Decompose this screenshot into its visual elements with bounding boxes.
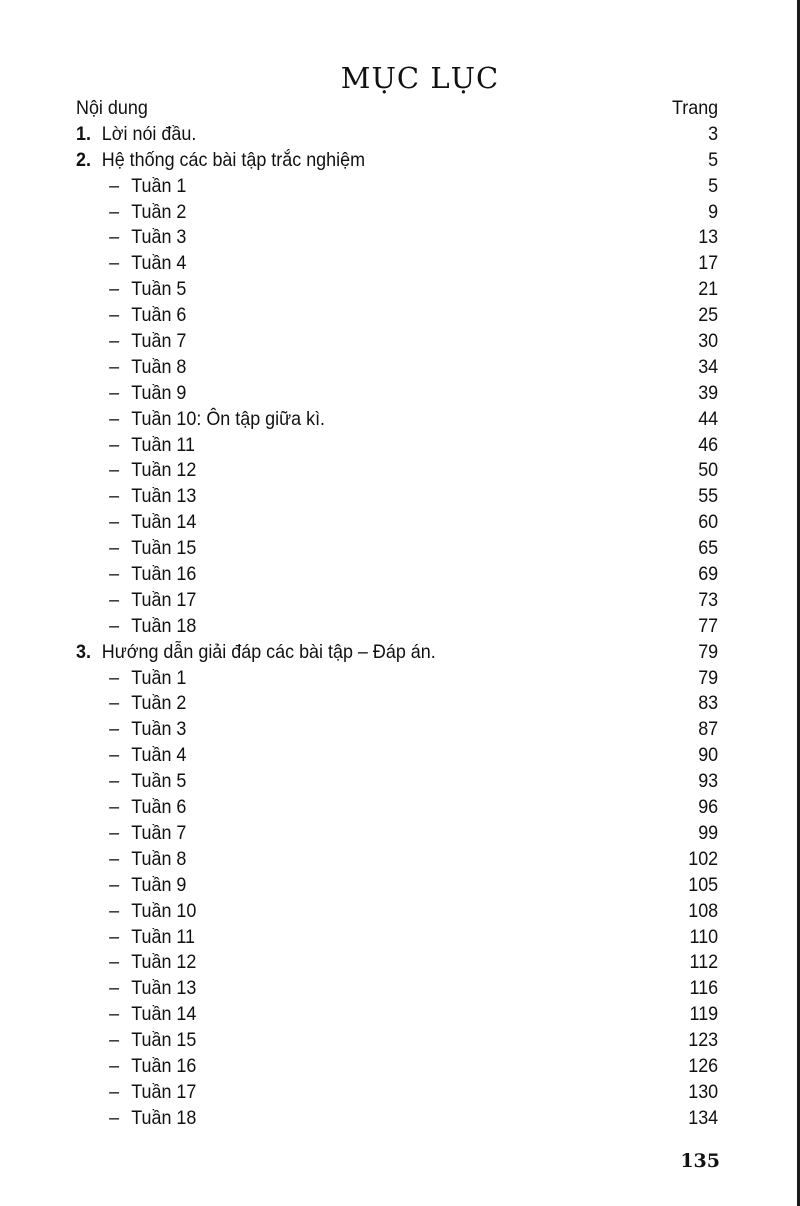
toc-entry-text: Tuần 9 (131, 381, 187, 404)
toc-entry-title (76, 899, 196, 925)
toc-entry-title (76, 458, 196, 484)
toc-entry-page: 73 (698, 588, 719, 611)
toc-entry-text: Tuần 1 (131, 174, 187, 197)
toc-sub-entry (76, 666, 718, 692)
toc-entry-page: 3 (708, 122, 719, 145)
toc-entry-text: Tuần 4 (131, 252, 187, 275)
toc-entry-text: Tuần 2 (131, 692, 187, 715)
toc-entry-dash: – (109, 1054, 120, 1077)
toc-entry-page: 30 (698, 330, 719, 353)
toc-entry-text: Tuần 17 (131, 1080, 197, 1103)
toc-section-entry (76, 148, 718, 174)
toc-entry-title (76, 666, 186, 692)
toc-entry-dash: – (109, 226, 120, 249)
toc-entry-title (76, 510, 196, 536)
toc-entry-text: Tuần 3 (131, 718, 187, 741)
toc-sub-entry (76, 795, 718, 821)
toc-sub-entry (76, 1080, 718, 1106)
toc-sub-entry (76, 847, 718, 873)
toc-entry-text: Tuần 12 (131, 459, 197, 482)
toc-entry-page: 99 (698, 821, 719, 844)
toc-sub-entry (76, 484, 718, 510)
toc-entry-page: 50 (698, 459, 719, 482)
toc-sub-entry (76, 614, 718, 640)
toc-sub-entry (76, 407, 718, 433)
toc-entry-text: Hướng dẫn giải đáp các bài tập – Đáp án. (101, 640, 436, 663)
toc-entry-title (76, 950, 196, 976)
toc-entry-text: Tuần 1 (131, 666, 187, 689)
toc-entry-page: 79 (698, 666, 719, 689)
toc-entry-page: 60 (698, 511, 719, 534)
toc-entry-dash: – (109, 407, 120, 430)
toc-entry-dash: – (109, 925, 120, 948)
toc-sub-entry (76, 976, 718, 1002)
toc-entry-page: 108 (688, 899, 719, 922)
toc-entry-page: 69 (698, 563, 719, 586)
toc-entry-text: Tuần 18 (131, 1106, 197, 1129)
toc-entry-text: Tuần 14 (131, 1003, 197, 1026)
toc-entry-title (76, 717, 186, 743)
toc-entry-page: 34 (698, 355, 719, 378)
toc-entry-text: Tuần 13 (131, 485, 197, 508)
toc-entry-number: 1. (76, 122, 91, 145)
toc-sub-entry (76, 743, 718, 769)
toc-entry-text: Tuần 8 (131, 355, 187, 378)
toc-entry-title (76, 122, 196, 148)
toc-entry-text: Tuần 3 (131, 226, 187, 249)
toc-entry-page: 123 (688, 1029, 719, 1052)
toc-entry-text: Tuần 6 (131, 796, 187, 819)
toc-entry-dash: – (109, 511, 120, 534)
toc-entry-title (76, 355, 186, 381)
toc-entry-dash: – (109, 821, 120, 844)
toc-entry-number: 3. (76, 640, 91, 663)
toc-entry-number: 2. (76, 148, 91, 171)
page-number: 135 (680, 1150, 720, 1172)
toc-entry-text: Tuần 14 (131, 511, 197, 534)
toc-sub-entry (76, 251, 718, 277)
toc-sub-entry (76, 510, 718, 536)
toc-entry-dash: – (109, 873, 120, 896)
toc-sub-entry (76, 225, 718, 251)
toc-sub-entry (76, 691, 718, 717)
toc-entry-page: 96 (698, 796, 719, 819)
toc-entry-page: 93 (698, 770, 719, 793)
toc-sub-entry (76, 433, 718, 459)
toc-entry-title (76, 433, 195, 459)
toc-entry-page: 25 (698, 304, 719, 327)
toc-entry-page: 44 (698, 407, 719, 430)
toc-entry-dash: – (109, 718, 120, 741)
toc-section-entry (76, 122, 718, 148)
toc-sub-entry (76, 329, 718, 355)
toc-entry-title (76, 769, 186, 795)
toc-entry-page: 126 (688, 1054, 719, 1077)
toc-entry-text: Tuần 10 (131, 899, 197, 922)
toc-entry-title (76, 1028, 196, 1054)
toc-section-entry (76, 640, 718, 666)
toc-entry-page: 13 (698, 226, 719, 249)
toc-entry-page: 9 (708, 200, 719, 223)
toc-entry-page: 83 (698, 692, 719, 715)
toc-entry-text: Tuần 7 (131, 821, 187, 844)
toc-sub-entry (76, 1028, 718, 1054)
toc-sub-entry (76, 925, 718, 951)
toc-entry-page: 77 (698, 614, 719, 637)
toc-sub-entry (76, 717, 718, 743)
toc-entry-dash: – (109, 252, 120, 275)
toc-entry-page: 46 (698, 433, 719, 456)
toc-sub-entry (76, 950, 718, 976)
toc-entry-page: 105 (688, 873, 719, 896)
toc-entry-title (76, 743, 186, 769)
toc-entry-page: 79 (698, 640, 719, 663)
toc-entry-text: Tuần 16 (131, 563, 197, 586)
toc-entry-page: 116 (689, 977, 719, 1000)
toc-sub-entry (76, 381, 718, 407)
toc-entry-title (76, 407, 325, 433)
toc-entry-dash: – (109, 355, 120, 378)
toc-entry-dash: – (109, 1106, 120, 1129)
toc-entry-text: Tuần 15 (131, 537, 197, 560)
toc-sub-entry (76, 821, 718, 847)
toc-entry-text: Tuần 12 (131, 951, 197, 974)
toc-entry-page: 112 (689, 951, 719, 974)
toc-entry-dash: – (109, 692, 120, 715)
toc-sub-entry (76, 536, 718, 562)
toc-sub-entry (76, 458, 718, 484)
toc-entry-title (76, 691, 186, 717)
toc-entry-dash: – (109, 666, 120, 689)
toc-entry-title (76, 1106, 196, 1132)
toc-entry-title (76, 614, 196, 640)
toc-entry-text: Tuần 15 (131, 1029, 197, 1052)
toc-entry-dash: – (109, 951, 120, 974)
toc-entry-page: 87 (698, 718, 719, 741)
toc-entry-dash: – (109, 588, 120, 611)
toc-entry-dash: – (109, 330, 120, 353)
toc-entry-text: Tuần 4 (131, 744, 187, 767)
toc-entry-page: 102 (688, 847, 719, 870)
toc-entry-page: 110 (689, 925, 719, 948)
toc-entry-title (76, 588, 196, 614)
toc-entry-dash: – (109, 433, 120, 456)
toc-sub-entry (76, 588, 718, 614)
toc-entry-text: Tuần 11 (131, 925, 196, 948)
toc-entry-dash: – (109, 459, 120, 482)
toc-entry-title (76, 925, 195, 951)
toc-entry-title (76, 562, 196, 588)
toc-entry-dash: – (109, 200, 120, 223)
toc-entry-title (76, 1080, 196, 1106)
toc-entry-title (76, 148, 365, 174)
toc-entry-title (76, 1002, 196, 1028)
content-column-label: Nội dung (76, 97, 148, 119)
toc-entry-dash: – (109, 744, 120, 767)
toc-entry-title (76, 847, 186, 873)
toc-entry-dash: – (109, 899, 120, 922)
toc-entry-dash: – (109, 381, 120, 404)
toc-entry-dash: – (109, 770, 120, 793)
toc-entry-title (76, 277, 186, 303)
toc-entry-text: Tuần 9 (131, 873, 187, 896)
toc-entry-text: Tuần 11 (131, 433, 196, 456)
toc-entry-title (76, 795, 186, 821)
toc-entry-text: Tuần 13 (131, 977, 197, 1000)
toc-entry-dash: – (109, 796, 120, 819)
toc-entry-text: Tuần 2 (131, 200, 187, 223)
toc-entry-text: Tuần 5 (131, 770, 187, 793)
toc-entry-page: 90 (698, 744, 719, 767)
toc-entry-dash: – (109, 1029, 120, 1052)
toc-entry-page: 55 (698, 485, 719, 508)
toc-sub-entry (76, 200, 718, 226)
toc-entry-text: Tuần 5 (131, 278, 187, 301)
toc-sub-entry (76, 769, 718, 795)
toc-entry-page: 130 (688, 1080, 719, 1103)
toc-sub-entry (76, 303, 718, 329)
toc-sub-entry (76, 899, 718, 925)
page-column-label: Trang (671, 97, 719, 119)
toc-entry-title (76, 484, 196, 510)
toc-entry-title (76, 821, 186, 847)
toc-sub-entry (76, 355, 718, 381)
toc-entry-page: 65 (698, 537, 719, 560)
toc-entry-dash: – (109, 485, 120, 508)
toc-entry-dash: – (109, 278, 120, 301)
toc-header (76, 96, 718, 122)
toc-entry-dash: – (109, 1080, 120, 1103)
toc-sub-entry (76, 174, 718, 200)
toc-entry-dash: – (109, 563, 120, 586)
toc-entry-page: 119 (689, 1003, 719, 1026)
toc-entry-dash: – (109, 1003, 120, 1026)
table-of-contents (76, 96, 718, 1132)
toc-entry-title (76, 536, 196, 562)
toc-sub-entry (76, 277, 718, 303)
toc-entry-title (76, 174, 186, 200)
toc-entry-title (76, 873, 186, 899)
toc-entry-title (76, 381, 186, 407)
toc-sub-entry (76, 1054, 718, 1080)
toc-entry-text: Tuần 16 (131, 1054, 197, 1077)
toc-entry-text: Tuần 7 (131, 330, 187, 353)
toc-entry-text: Tuần 18 (131, 614, 197, 637)
toc-entry-title (76, 225, 186, 251)
toc-entry-dash: – (109, 614, 120, 637)
page-title: MỤC LỤC (340, 61, 500, 95)
toc-entry-text: Tuần 10: Ôn tập giữa kì. (131, 407, 326, 430)
toc-entries (76, 122, 718, 1132)
toc-entry-dash: – (109, 977, 120, 1000)
toc-entry-title (76, 329, 186, 355)
toc-sub-entry (76, 873, 718, 899)
toc-entry-dash: – (109, 537, 120, 560)
toc-entry-title (76, 640, 436, 666)
toc-entry-text: Hệ thống các bài tập trắc nghiệm (101, 148, 366, 171)
toc-entry-title (76, 976, 196, 1002)
toc-entry-page: 134 (688, 1106, 719, 1129)
toc-entry-title (76, 1054, 196, 1080)
toc-entry-text: Tuần 6 (131, 304, 187, 327)
toc-entry-title (76, 303, 186, 329)
toc-entry-page: 17 (698, 252, 719, 275)
toc-entry-title (76, 200, 186, 226)
toc-entry-page: 21 (698, 278, 719, 301)
toc-sub-entry (76, 562, 718, 588)
toc-entry-text: Tuần 8 (131, 847, 187, 870)
toc-entry-title (76, 251, 186, 277)
toc-entry-page: 5 (708, 148, 719, 171)
toc-entry-dash: – (109, 847, 120, 870)
toc-entry-dash: – (109, 174, 120, 197)
toc-entry-page: 5 (708, 174, 719, 197)
toc-entry-dash: – (109, 304, 120, 327)
toc-sub-entry (76, 1106, 718, 1132)
toc-entry-text: Lời nói đầu. (101, 122, 197, 145)
toc-entry-text: Tuần 17 (131, 588, 197, 611)
toc-entry-page: 39 (698, 381, 719, 404)
toc-sub-entry (76, 1002, 718, 1028)
